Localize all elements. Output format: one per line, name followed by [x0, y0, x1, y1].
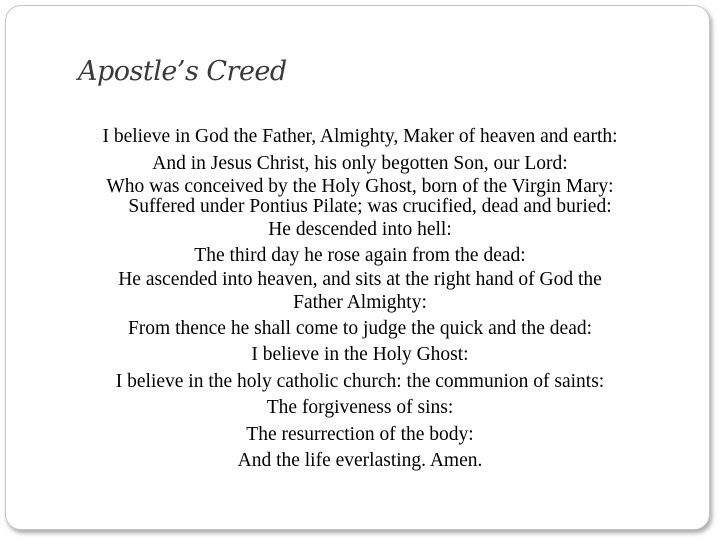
creed-line: Father Almighty:	[293, 291, 427, 313]
creed-line: He descended into hell:	[268, 219, 452, 240]
creed-line: Suffered under Pontius Pilate; was crucified, dead and buried:	[128, 196, 612, 217]
creed-line: I believe in God the Father, Almighty, Maker of heaven and earth:	[102, 126, 618, 147]
creed-line: The forgiveness of sins:	[266, 397, 454, 418]
creed-line: I believe in the Holy Ghost:	[251, 344, 469, 365]
creed-line: Who was conceived by the Holy Ghost, born of the Virgin Mary:	[106, 176, 614, 197]
creed-line: He ascended into heaven, and sits at the right hand of God the	[118, 268, 602, 290]
creed-line: The resurrection of the body:	[246, 423, 474, 445]
slide-title: Apostle’s Creed	[78, 56, 287, 87]
creed-line: The third day he rose again from the dead:	[194, 245, 526, 266]
creed-line: And in Jesus Christ, his only begotten Son, our Lord:	[152, 152, 568, 174]
creed-line: I believe in the holy catholic church: the communion of saints:	[115, 370, 605, 392]
creed-line: From thence he shall come to judge the quick and the dead:	[127, 317, 593, 339]
creed-text	[0, 124, 720, 475]
creed-line: And the life everlasting. Amen.	[237, 450, 483, 471]
